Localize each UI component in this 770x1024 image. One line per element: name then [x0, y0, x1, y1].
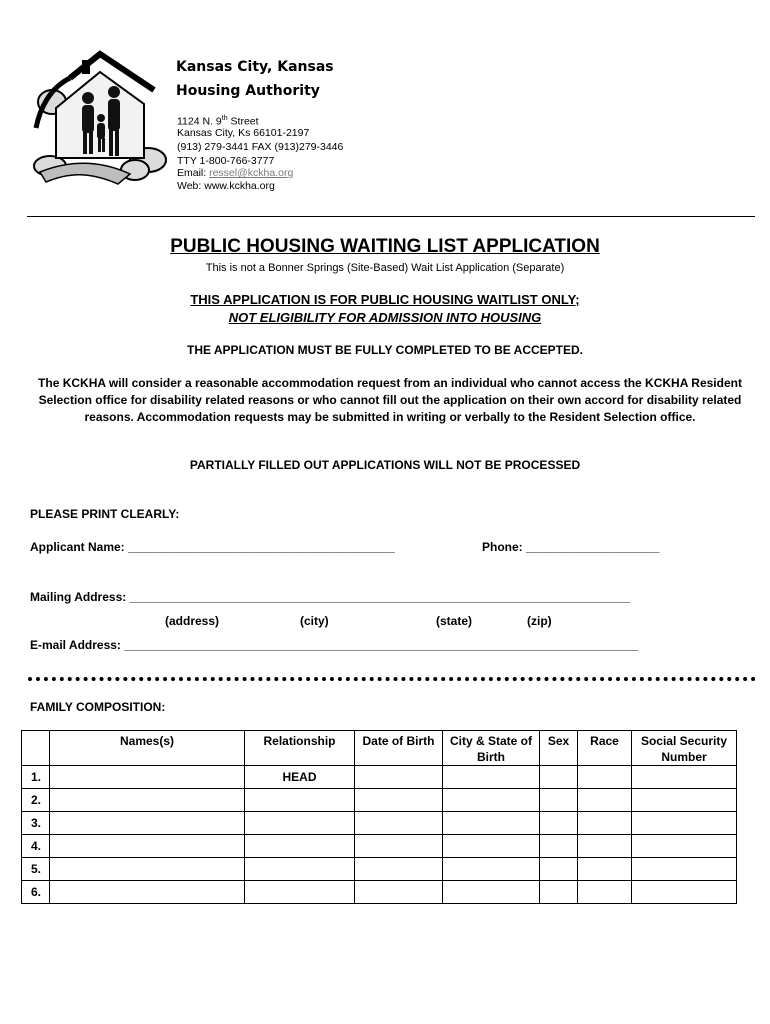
table-row	[22, 812, 737, 835]
column-header-names: Names(s)	[50, 731, 245, 766]
page-title: PUBLIC HOUSING WAITING LIST APPLICATION	[170, 236, 600, 257]
birthplace-cell[interactable]	[443, 766, 540, 789]
relationship-cell[interactable]	[245, 835, 355, 858]
column-header-dob: Date of Birth	[355, 731, 443, 766]
name-cell[interactable]	[50, 789, 245, 812]
tty-line: TTY 1-800-766-3777	[177, 155, 275, 167]
race-cell[interactable]	[578, 835, 632, 858]
column-header	[22, 731, 50, 766]
dob-cell[interactable]	[355, 789, 443, 812]
eligibility-notice: NOT ELIGIBILITY FOR ADMISSION INTO HOUSING	[228, 310, 542, 325]
sex-cell[interactable]	[540, 881, 578, 904]
birthplace-cell[interactable]	[443, 812, 540, 835]
ssn-cell[interactable]	[632, 835, 737, 858]
partial-application-notice: PARTIALLY FILLED OUT APPLICATIONS WILL NOT BE PROCESSED	[189, 458, 581, 472]
sex-cell[interactable]	[540, 858, 578, 881]
sex-cell[interactable]	[540, 789, 578, 812]
dob-cell[interactable]	[355, 812, 443, 835]
column-header-race: Race	[578, 731, 632, 766]
relationship-cell[interactable]: HEAD	[245, 766, 355, 789]
name-cell[interactable]	[50, 812, 245, 835]
race-cell[interactable]	[578, 881, 632, 904]
table-row	[22, 835, 737, 858]
row-number: 1.	[22, 766, 50, 789]
name-cell[interactable]	[50, 881, 245, 904]
table-row	[22, 858, 737, 881]
email-address-field[interactable]: E-mail Address: _____________________________________________________________________________	[30, 638, 639, 652]
relationship-cell[interactable]	[245, 858, 355, 881]
applicant-name-field[interactable]: Applicant Name: ________________________________________	[30, 540, 395, 554]
race-cell[interactable]	[578, 812, 632, 835]
phone-field[interactable]: Phone: ____________________	[482, 540, 660, 554]
street-address: 1124 N. 9th Street	[177, 115, 259, 128]
dob-cell[interactable]	[355, 835, 443, 858]
housing-authority-logo	[30, 48, 170, 190]
org-name-line1: Kansas City, Kansas	[176, 59, 334, 75]
zip-sublabel: (zip)	[527, 614, 552, 628]
org-name-line2: Housing Authority	[176, 83, 320, 99]
family-composition-table	[21, 730, 737, 904]
race-cell[interactable]	[578, 766, 632, 789]
table-header-row	[22, 731, 737, 766]
race-cell[interactable]	[578, 789, 632, 812]
column-header-ssn: Social Security Number	[632, 731, 737, 766]
family-composition-heading: FAMILY COMPOSITION:	[30, 700, 166, 714]
birthplace-cell[interactable]	[443, 835, 540, 858]
accommodation-paragraph: The KCKHA will consider a reasonable accommodation request from an individual who cannot access the KCKHA Resident Selection office for disability related reasons or who cannot fill out the application on their own accord for disability related reasons. Accommodation requests may be submitted in writing or verbally to the Resident Selection office.	[38, 376, 742, 424]
relationship-cell[interactable]	[245, 789, 355, 812]
section-divider	[28, 677, 756, 681]
birthplace-cell[interactable]	[443, 858, 540, 881]
city-sublabel: (city)	[300, 614, 329, 628]
subtitle: This is not a Bonner Springs (Site-Based) Wait List Application (Separate)	[205, 262, 565, 274]
city-line: Kansas City, Ks 66101-2197	[177, 127, 310, 139]
ssn-cell[interactable]	[632, 789, 737, 812]
phone-fax-line: (913) 279-3441 FAX (913)279-3446	[177, 141, 344, 153]
name-cell[interactable]	[50, 766, 245, 789]
email-line: Email: ressel@kckha.org	[177, 167, 294, 179]
relationship-cell[interactable]	[245, 812, 355, 835]
row-number: 2.	[22, 789, 50, 812]
mailing-address-field[interactable]: Mailing Address: ___________________________________________________________________________	[30, 590, 631, 604]
web-line: Web: www.kckha.org	[177, 180, 275, 192]
name-cell[interactable]	[50, 835, 245, 858]
completion-notice: THE APPLICATION MUST BE FULLY COMPLETED TO BE ACCEPTED.	[186, 343, 584, 357]
state-sublabel: (state)	[436, 614, 473, 628]
dob-cell[interactable]	[355, 766, 443, 789]
table-row	[22, 766, 737, 789]
row-number: 5.	[22, 858, 50, 881]
birthplace-cell[interactable]	[443, 789, 540, 812]
address-sublabel: (address)	[165, 614, 220, 628]
column-header-sex: Sex	[540, 731, 578, 766]
table-row	[22, 789, 737, 812]
waitlist-notice: THIS APPLICATION IS FOR PUBLIC HOUSING WAITLIST ONLY;	[190, 292, 580, 307]
name-cell[interactable]	[50, 858, 245, 881]
relationship-cell[interactable]	[245, 881, 355, 904]
race-cell[interactable]	[578, 858, 632, 881]
row-number: 4.	[22, 835, 50, 858]
column-header-relationship: Relationship	[245, 731, 355, 766]
email-link[interactable]: ressel@kckha.org	[209, 167, 294, 179]
ssn-cell[interactable]	[632, 766, 737, 789]
column-header-birthplace: City & State of Birth	[443, 731, 540, 766]
birthplace-cell[interactable]	[443, 881, 540, 904]
row-number: 3.	[22, 812, 50, 835]
sex-cell[interactable]	[540, 812, 578, 835]
table-row	[22, 881, 737, 904]
ssn-cell[interactable]	[632, 881, 737, 904]
dob-cell[interactable]	[355, 858, 443, 881]
ssn-cell[interactable]	[632, 858, 737, 881]
sex-cell[interactable]	[540, 835, 578, 858]
row-number: 6.	[22, 881, 50, 904]
dob-cell[interactable]	[355, 881, 443, 904]
print-clearly-label: PLEASE PRINT CLEARLY:	[30, 507, 180, 521]
sex-cell[interactable]	[540, 766, 578, 789]
header-divider	[27, 216, 755, 217]
ssn-cell[interactable]	[632, 812, 737, 835]
